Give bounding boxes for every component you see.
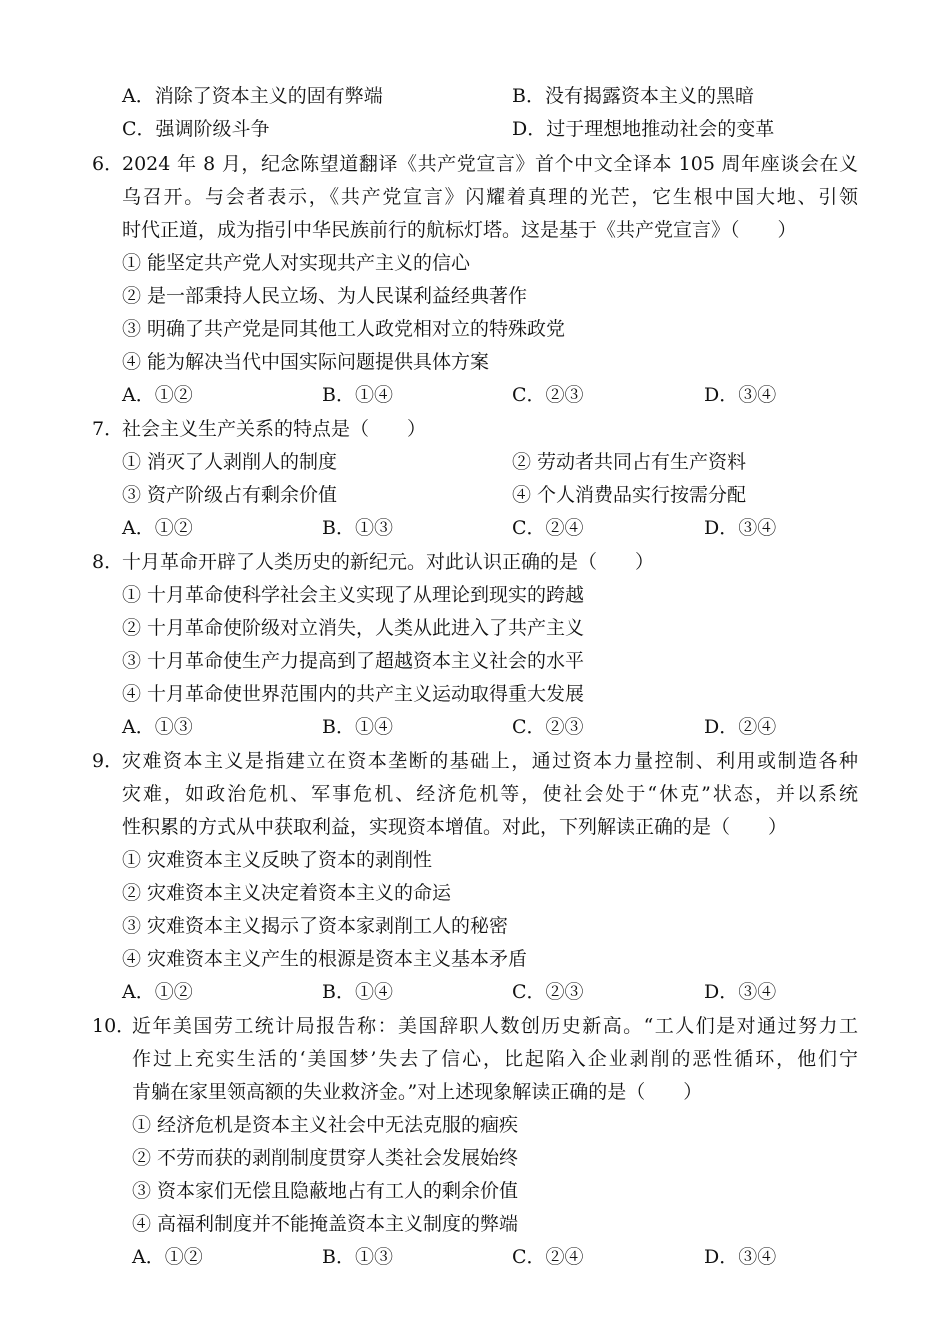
statement-item: ① 经济危机是资本主义社会中无法克服的痼疾 [132, 1114, 519, 1136]
option-d: D．过于理想地推动社会的变革 [512, 118, 775, 140]
question-stem-line: 十月革命开辟了人类历史的新纪元。对此认识正确的是（ ） [122, 551, 655, 573]
statement-item: ② 劳动者共同占有生产资料 [512, 451, 747, 473]
option-c: C．②③ [512, 384, 584, 406]
option-d: D．③④ [704, 981, 777, 1003]
statement-item: ④ 个人消费品实行按需分配 [512, 484, 747, 506]
statement-item: ② 灾难资本主义决定着资本主义的命运 [122, 882, 452, 904]
statement-item: ② 是一部秉持人民立场、为人民谋利益经典著作 [122, 285, 528, 307]
question-stem-line: 灾难资本主义是指建立在资本垄断的基础上，通过资本力量控制、利用或制造各种 [122, 750, 858, 772]
option-a: A．①② [122, 384, 193, 406]
option-c: C．②④ [512, 517, 584, 539]
question-number: 8． [92, 551, 124, 573]
question-stem-line: 近年美国劳工统计局报告称：美国辞职人数创历史新高。“工人们是对通过努力工 [132, 1015, 858, 1037]
option-a: A．消除了资本主义的固有弊端 [122, 85, 383, 107]
question-stem-line: 性积累的方式从中获取利益，实现资本增值。对此，下列解读正确的是（ ） [122, 816, 788, 838]
statement-item: ① 能坚定共产党人对实现共产主义的信心 [122, 252, 471, 274]
option-c: C．②③ [512, 981, 584, 1003]
question-stem-line: 乌召开。与会者表示，《共产党宣言》闪耀着真理的光芒，它生根中国大地、引领 [122, 186, 858, 208]
statement-item: ④ 能为解决当代中国实际问题提供具体方案 [122, 351, 490, 373]
option-a: A．①② [122, 981, 193, 1003]
option-d: D．③④ [704, 517, 777, 539]
statement-item: ① 消灭了人剥削人的制度 [122, 451, 338, 473]
statement-item: ④ 高福利制度并不能掩盖资本主义制度的弊端 [132, 1213, 519, 1235]
statement-item: ③ 十月革命使生产力提高到了超越资本主义社会的水平 [122, 650, 585, 672]
option-d: D．③④ [704, 1246, 777, 1268]
statement-item: ④ 十月革命使世界范围内的共产主义运动取得重大发展 [122, 683, 585, 705]
statement-item: ③ 明确了共产党是同其他工人政党相对立的特殊政党 [122, 318, 566, 340]
option-b: B．①④ [322, 384, 393, 406]
question-number: 10． [92, 1015, 136, 1037]
option-a: A．①③ [122, 716, 193, 738]
statement-item: ④ 灾难资本主义产生的根源是资本主义基本矛盾 [122, 948, 528, 970]
option-b: B．①④ [322, 981, 393, 1003]
option-b: B．①③ [322, 517, 393, 539]
statement-item: ② 不劳而获的剥削制度贯穿人类社会发展始终 [132, 1147, 519, 1169]
question-stem-line: 灾难，如政治危机、军事危机、经济危机等，使社会处于“休克”状态，并以系统 [122, 783, 858, 805]
statement-item: ① 十月革命使科学社会主义实现了从理论到现实的跨越 [122, 584, 585, 606]
statement-item: ② 十月革命使阶级对立消失，人类从此进入了共产主义 [122, 617, 585, 639]
option-b: B．①④ [322, 716, 393, 738]
question-number: 9． [92, 750, 124, 772]
statement-item: ③ 灾难资本主义揭示了资本家剥削工人的秘密 [122, 915, 509, 937]
option-b: B．①③ [322, 1246, 393, 1268]
option-c: C．强调阶级斗争 [122, 118, 270, 140]
question-stem-line: 2024 年 8 月，纪念陈望道翻译《共产党宣言》首个中文全译本 105 周年座谈会在义 [122, 153, 858, 175]
option-a: A．①② [132, 1246, 203, 1268]
question-number: 6． [92, 153, 124, 175]
option-d: D．③④ [704, 384, 777, 406]
question-number: 7． [92, 418, 124, 440]
statement-item: ① 灾难资本主义反映了资本的剥削性 [122, 849, 433, 871]
option-d: D．②④ [704, 716, 777, 738]
question-stem-line: 时代正道，成为指引中华民族前行的航标灯塔。这是基于《共产党宣言》（ ） [122, 219, 797, 241]
question-stem-line: 社会主义生产关系的特点是（ ） [122, 418, 427, 440]
option-b: B．没有揭露资本主义的黑暗 [512, 85, 754, 107]
question-stem-line: 肯躺在家里领高额的失业救济金。”对上述现象解读正确的是（ ） [132, 1081, 703, 1103]
option-c: C．②③ [512, 716, 584, 738]
statement-item: ③ 资产阶级占有剩余价值 [122, 484, 338, 506]
option-a: A．①② [122, 517, 193, 539]
statement-item: ③ 资本家们无偿且隐蔽地占有工人的剩余价值 [132, 1180, 519, 1202]
question-stem-line: 作过上充实生活的‘美国梦’失去了信心，比起陷入企业剥削的恶性循环，他们宁 [132, 1048, 858, 1070]
option-c: C．②④ [512, 1246, 584, 1268]
